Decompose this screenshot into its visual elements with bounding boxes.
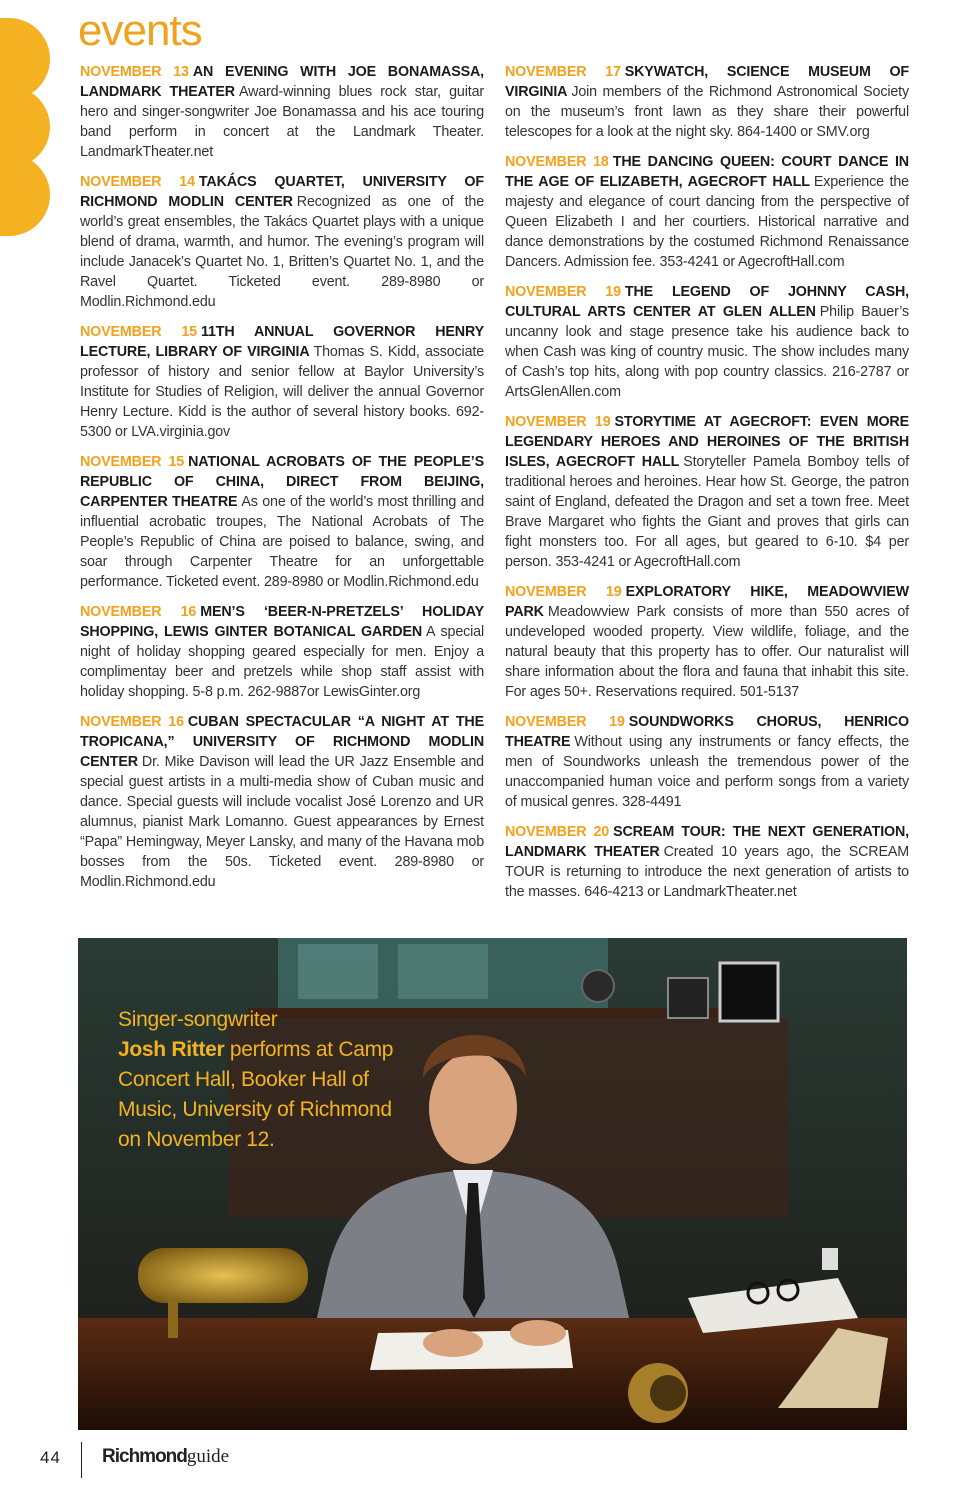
event-description: Join members of the Richmond Astronomical Society on the museum’s front lawn as they share their powerful telescopes for a look at the night sky. 864-1400 or SMV.org [505,84,909,140]
page-number: 44 [40,1448,61,1467]
event-title: SOUNDWORKS CHORUS, HENRICO THEATRE [505,714,909,750]
event-date: NOVEMBER 19 [505,284,621,300]
caption-name: Josh Ritter [118,1038,225,1061]
event-description: Recognized as one of the world’s great ensembles, the Takács Quartet plays with a unique blend of drama, warmth, and humor. The evening’s program will include Janacek’s Quartet No. 1, Britten’s Quartet No. 1, and the Ravel Quartet. Ticketed event. 289-8980 or Modlin.Richmond.edu [80,194,485,310]
event-description: Dr. Mike Davison will lead the UR Jazz Ensemble and special guest artists in a multi-media show of Cuban music and dance. Special guests will include vocalist José Lorenzo and UR alumnus, pianist Mark Lomanno. Guest appearances by Ernest “Papa” Hemingway, Meyer Lansky, and many of the Havana mob bosses from the 50s. Ticketed event. 289-8980 or Modlin.Richmond.edu [80,754,484,890]
event-description: Meadowview Park consists of more than 550 acres of undeveloped wooded property. View wildlife, foliage, and the natural beauty that this property has to offer. Our naturalist will share information about the flora and fauna that inhabit this site. For ages 50+. Reservations required. 501-5137 [505,604,909,700]
event-description: A special night of holiday shopping geared especially for men. Enjoy a complimentay beer and pretzels while shop staff assist with holiday shopping. 5-8 p.m. 262-9887or LewisGinter.org [80,624,484,700]
event-title: AN EVENING WITH JOE BONAMASSA, LANDMARK THEATER [80,64,484,100]
event-title: CUBAN SPECTACULAR “A NIGHT AT THE TROPICANA,” UNIVERSITY OF RICHMOND MODLIN CENTER [80,714,484,770]
event-item [505,282,909,402]
event-date: NOVEMBER 15 [80,454,185,470]
event-item [505,822,909,902]
event-item [80,172,484,312]
event-item [80,712,484,892]
caption-lead: Singer-songwriter [118,1008,278,1031]
event-title: NATIONAL ACROBATS OF THE PEOPLE’S REPUBLIC OF CHINA, DIRECT FROM BEIJING, CARPENTER THEATRE [80,454,484,510]
caption-text: performs at Camp Concert Hall, Booker Hall of Music, University of Richmond on November 12. [118,1038,394,1151]
event-date: NOVEMBER 17 [505,64,621,80]
event-date: NOVEMBER 20 [505,824,610,840]
event-item [80,322,484,442]
event-description: As one of the world’s most thrilling and influential acrobatic troupes, The National Acrobats of The People’s Republic of China are poised to balance, swing, and soar through Carpenter Theatre for an unforgettable performance. Ticketed event. 289-8980 or Modlin.Richmond.edu [80,494,484,590]
footer-divider [81,1442,82,1478]
event-description: Award-winning blues rock star, guitar hero and singer-songwriter Joe Bonamassa and his ace touring band perform in concert at the Landmark Theater. LandmarkTheater.net [80,84,484,160]
event-description: Thomas S. Kidd, associate professor of history and senior fellow at Baylor University’s Institute for Studies of Religion, will deliver the annual Governor Henry Lecture. Kidd is the author of several history books. 692-5300 or LVA.virginia.gov [80,344,485,440]
event-title: THE LEGEND OF JOHNNY CASH, CULTURAL ARTS CENTER AT GLEN ALLEN [505,284,909,320]
event-date: NOVEMBER 19 [505,714,625,730]
photo-caption [118,1005,418,1155]
event-date: NOVEMBER 13 [80,64,189,80]
publication-logo [102,1446,229,1468]
event-description: Philip Bauer’s uncanny look and stage presence take his audience back to when Cash was king of country music. The show includes many of Cash’s top hits, along with pop country classics. 216-2787 or ArtsGlenAllen.com [505,304,909,400]
event-item [505,62,909,142]
event-item [505,412,909,572]
logo-bold: Richmond [102,1446,187,1467]
event-title: EXPLORATORY HIKE, MEADOWVIEW PARK [505,584,909,620]
event-item [505,712,909,812]
event-title: SKYWATCH, SCIENCE MUSEUM OF VIRGINIA [505,64,909,100]
event-description: Created 10 years ago, the SCREAM TOUR is returning to introduce the next generation of artists to the masses. 646-4213 or LandmarkTheater.net [505,844,909,900]
event-description: Without using any instruments or fancy effects, the men of Soundworks unleash the tremendous power of the unaccompanied human voice and perform songs from a variety of musical genres. 328-4491 [505,734,909,810]
event-date: NOVEMBER 19 [505,414,611,430]
event-date: NOVEMBER 16 [80,604,197,620]
event-item [80,452,484,592]
event-title: MEN’S ‘BEER-N-PRETZELS’ HOLIDAY SHOPPING, LEWIS GINTER BOTANICAL GARDEN [80,604,484,640]
events-column-right [505,62,909,912]
event-title: 11TH ANNUAL GOVERNOR HENRY LECTURE, LIBRARY OF VIRGINIA [80,324,484,360]
event-description: Storyteller Pamela Bomboy tells of traditional heroes and heroines. Hear how St. George, the patron saint of England, defeated the Dragon and set a town free. Meet Brave Margaret who fights the Giant and proves that girls can fight monsters too. For all ages, but geared to 6-10. $4 per person. 353-4241 or AgecroftHall.com [505,454,909,570]
event-date: NOVEMBER 16 [80,714,184,730]
event-date: NOVEMBER 19 [505,584,622,600]
event-item [80,62,484,162]
event-title: STORYTIME AT AGECROFT: EVEN MORE LEGENDARY HEROES AND HEROINES OF THE BRITISH ISLES, AGECROFT HALL [505,414,909,470]
event-description: Experience the majesty and elegance of court dancing from the perspective of Queen Elizabeth I and her courtiers. Historical narrative and dance demonstrations by the costumed Richmond Renaissance Dancers. Admission fee. 353-4241 or AgecroftHall.com [505,174,909,270]
logo-regular: guide [186,1446,230,1467]
section-title: events [78,6,202,55]
event-title: SCREAM TOUR: THE NEXT GENERATION, LANDMARK THEATER [505,824,909,860]
events-column-left [80,62,484,902]
event-date: NOVEMBER 14 [80,174,195,190]
event-title: THE DANCING QUEEN: COURT DANCE IN THE AGE OF ELIZABETH, AGECROFT HALL [505,154,909,190]
event-title: TAKÁCS QUARTET, UNIVERSITY OF RICHMOND MODLIN CENTER [80,174,484,210]
event-date: NOVEMBER 15 [80,324,197,340]
event-item [80,602,484,702]
event-item [505,582,909,702]
event-date: NOVEMBER 18 [505,154,609,170]
event-item [505,152,909,272]
